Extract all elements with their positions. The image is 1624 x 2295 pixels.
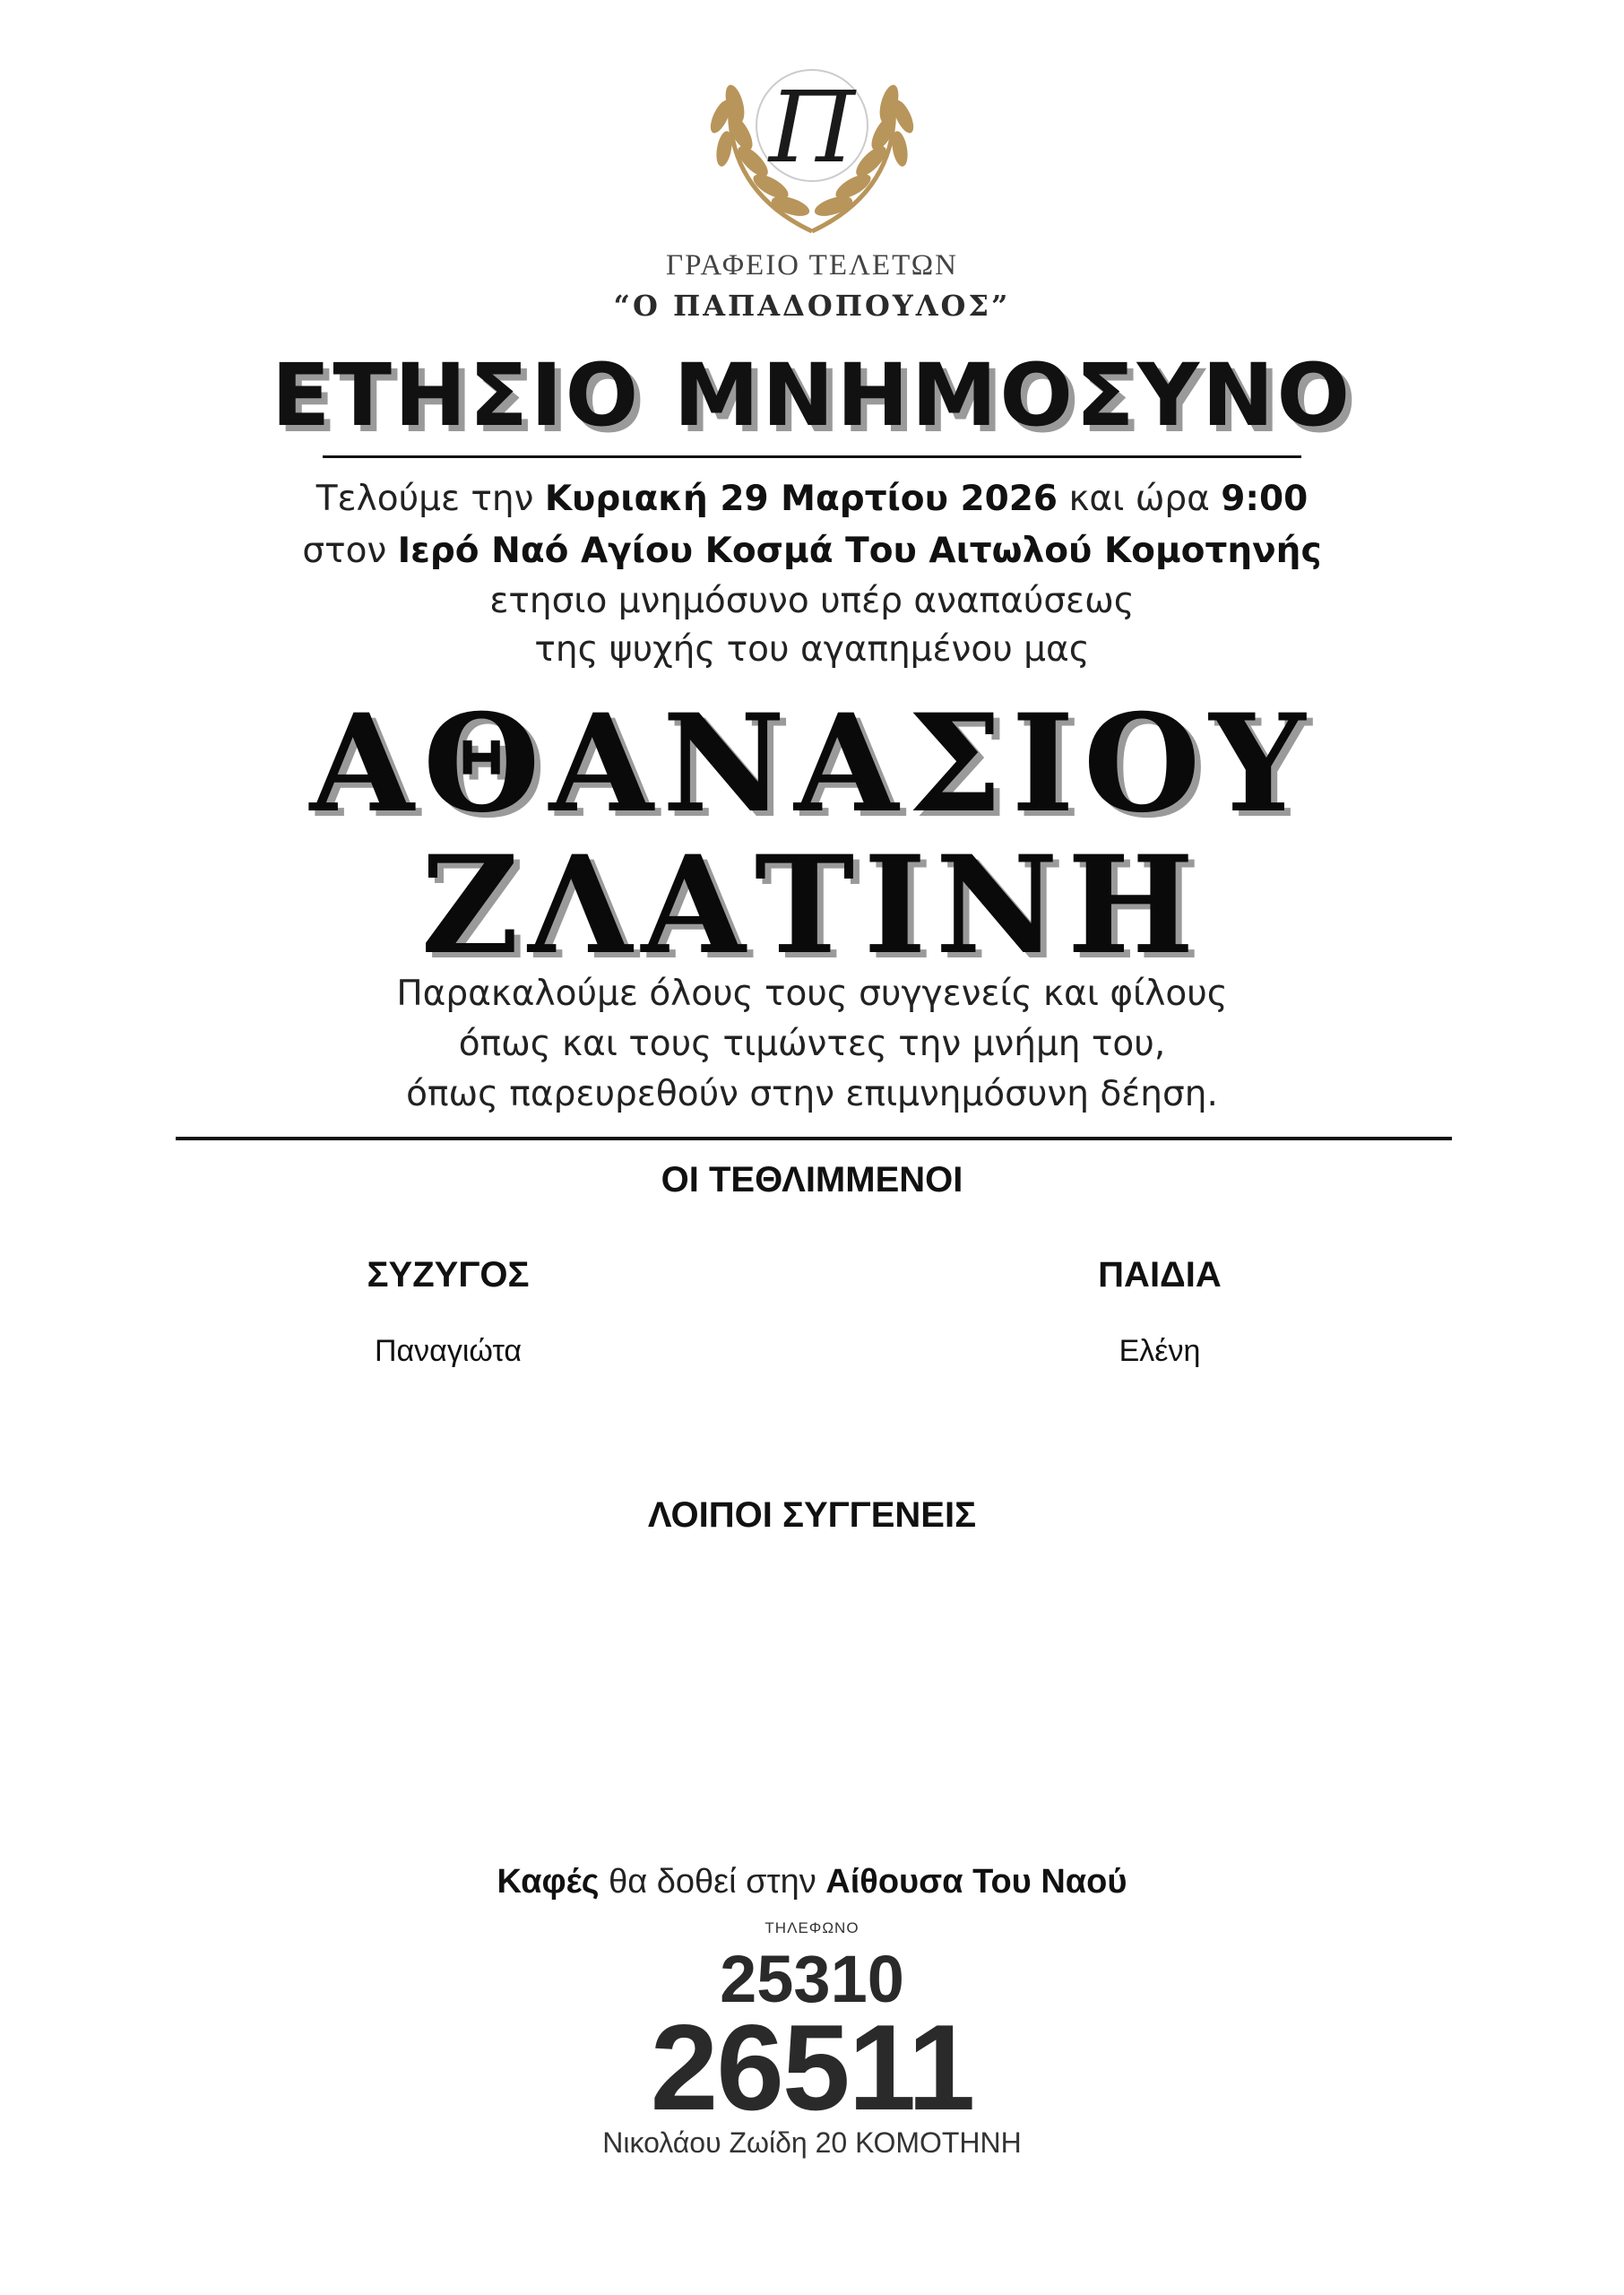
intro-line-soul: της ψυχής του αγαπημένου μας bbox=[534, 629, 1090, 670]
children-label: ΠΑΙΔΙΑ bbox=[1098, 1255, 1222, 1295]
logo-monogram: Π bbox=[769, 70, 855, 185]
phone-number: 26511 bbox=[650, 1999, 974, 2135]
invitation-line: όπως και τους τιμώντες την μνήμη του, bbox=[458, 1024, 1166, 1064]
spouse-name: Παναγιώτα bbox=[374, 1334, 523, 1368]
office-name: “Ο ΠΑΠΑΔΟΠΟΥΛΟΣ” bbox=[613, 289, 1011, 323]
intro-text: Τελούμε την bbox=[315, 479, 545, 519]
coffee-venue: Αίθουσα Του Ναού bbox=[825, 1863, 1127, 1901]
intro-line-date bbox=[0, 479, 1624, 519]
intro-text: στον bbox=[302, 531, 398, 571]
coffee-word: Καφές bbox=[497, 1863, 600, 1901]
coffee-text: θα δοθεί στην bbox=[599, 1863, 826, 1901]
deceased-last-name: ΖΛΑΤΙΝΗ bbox=[420, 827, 1204, 984]
phone-area-code: 25310 bbox=[720, 1942, 904, 2016]
children-name: Ελένη bbox=[1119, 1334, 1201, 1368]
spouse-label: ΣΥΖΥΓΟΣ bbox=[367, 1255, 530, 1295]
section-divider bbox=[176, 1137, 1452, 1140]
invitation-line: Παρακαλούμε όλους τους συγγενείς και φίλους bbox=[396, 974, 1228, 1014]
title-divider bbox=[323, 455, 1301, 458]
relatives-heading: ΛΟΙΠΟΙ ΣΥΓΓΕΝΕΙΣ bbox=[647, 1495, 977, 1535]
office-address: Νικολάου Ζωίδη 20 ΚΟΜΟΤΗΝΗ bbox=[602, 2126, 1022, 2159]
intro-text: και ώρα bbox=[1058, 479, 1222, 519]
invitation-line: όπως παρευρεθούν στην επιμνημόσυνη δέηση. bbox=[406, 1074, 1218, 1114]
page-title: ΕΤΗΣΙΟ ΜΝΗΜΟΣΥΝΟ bbox=[271, 345, 1353, 446]
intro-line-church bbox=[0, 531, 1624, 571]
service-date: Κυριακή 29 Μαρτίου 2026 bbox=[544, 479, 1058, 519]
phone-label: ΤΗΛΕΦΩΝΟ bbox=[764, 1919, 860, 1936]
service-time: 9:00 bbox=[1221, 479, 1309, 519]
mourners-heading: ΟΙ ΤΕΘΛΙΜΜΕΝΟΙ bbox=[661, 1160, 963, 1199]
coffee-notice bbox=[0, 1863, 1624, 1901]
church-name: Ιερό Ναό Αγίου Κοσμά Του Αιτωλού Κομοτηνής bbox=[397, 531, 1322, 571]
intro-line-memorial: ετησιο μνημόσυνο υπέρ αναπαύσεως bbox=[489, 581, 1135, 621]
deceased-first-name: ΑΘΑΝΑΣΙΟΥ bbox=[309, 685, 1315, 843]
office-title: ΓΡΑΦΕΙΟ ΤΕΛΕΤΩΝ bbox=[666, 249, 958, 281]
laurel-logo-icon bbox=[695, 27, 929, 242]
